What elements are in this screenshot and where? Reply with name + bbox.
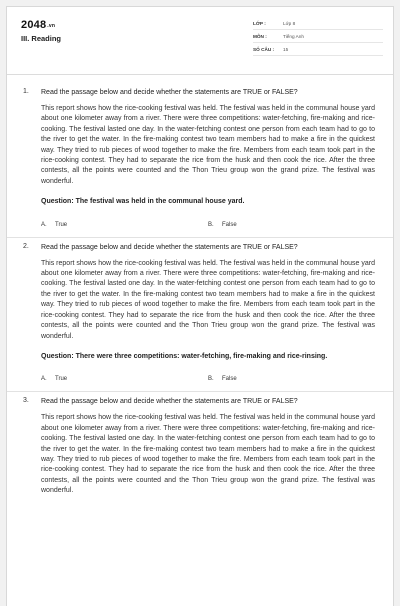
meta-label: SỐ CÂU : bbox=[253, 46, 275, 52]
option-text: False bbox=[222, 221, 237, 228]
question-statement: Question: The festival was held in the communal house yard. bbox=[41, 198, 245, 206]
answer-option-false[interactable] bbox=[208, 376, 375, 382]
question-prompt: Read the passage below and decide whether the statements are TRUE or FALSE? bbox=[41, 398, 298, 406]
reading-passage: This report shows how the rice-cooking festival was held. The festival was held in the communal house yard about one kilometer away from a river. There were three competitions: water-fetching, fire-making and rice-cooking. The festival lasted one day. In the water-fetching contest one person from each team had to go to the river to get the water. In the fire-making contest two team members had to make a fire in the quickest way. They tried to rub pieces of wood together to make the fire. Members from each team took part in the rice-cooking contest. They had to separate the rice from the husk and then cook the rice. After the three contests, all the points were counted and the Thon Trieu group won the grand prize. The festival was wonderful. bbox=[41, 414, 375, 495]
meta-value: 15 bbox=[283, 46, 289, 52]
section-title: III. Reading bbox=[21, 34, 62, 43]
worksheet-meta bbox=[253, 17, 383, 56]
meta-value: Lớp 8 bbox=[283, 20, 296, 26]
option-letter: A. bbox=[41, 376, 47, 383]
meta-row-class bbox=[253, 17, 383, 30]
site-logo[interactable] bbox=[21, 19, 55, 31]
meta-value: Tiếng Anh bbox=[283, 33, 304, 39]
question-number: 1. bbox=[23, 88, 29, 95]
question-item bbox=[7, 238, 393, 386]
logo-domain: .vn bbox=[47, 23, 56, 29]
option-text: True bbox=[55, 376, 68, 383]
meta-label: LỚP : bbox=[253, 20, 266, 26]
option-text: True bbox=[55, 221, 68, 228]
option-letter: B. bbox=[208, 221, 214, 228]
answer-option-false[interactable] bbox=[208, 222, 375, 228]
option-letter: B. bbox=[208, 376, 214, 383]
meta-label: MÔN : bbox=[253, 33, 267, 39]
meta-row-subject bbox=[253, 30, 383, 43]
question-number: 3. bbox=[23, 397, 29, 405]
question-item bbox=[7, 83, 393, 231]
option-letter: A. bbox=[41, 221, 47, 228]
reading-passage: This report shows how the rice-cooking festival was held. The festival was held in the communal house yard about one kilometer away from a river. There were three competitions: water-fetching, fire-making and rice-cooking. The festival lasted one day. In the water-fetching contest one person from each team had to go to the river to get the water. In the fire-making contest two team members had to make a fire in the quickest way. They tried to rub pieces of wood together to make the fire. Members from each team took part in the rice-cooking contest. They had to separate the rice from the husk and then cook the rice. After the three contests, all the points were counted and the Thon Trieu group won the grand prize. The festival was wonderful. bbox=[41, 259, 375, 340]
question-number: 2. bbox=[23, 242, 29, 250]
meta-row-count bbox=[253, 43, 383, 56]
question-list bbox=[7, 83, 393, 497]
reading-passage: This report shows how the rice-cooking festival was held. The festival was held in the communal house yard about one kilometer away from a river. There were three competitions: water-fetching, fire-making and rice-cooking. The festival lasted one day. In the water-fetching contest one person from each team had to go to the river to get the water. In the fire-making contest two team members had to make a fire in the quickest way. They tried to rub pieces of wood together to make the fire. Members from each team took part in the rice-cooking contest. They had to separate the rice from the husk and then cook the rice. After the three contests, all the points were counted and the Thon Trieu group won the grand prize. The festival was wonderful. bbox=[41, 105, 375, 185]
question-statement: Question: There were three competitions: water-fetching, fire-making and rice-rinsing. bbox=[41, 352, 328, 360]
answer-options bbox=[41, 373, 375, 385]
header-divider bbox=[7, 74, 393, 75]
question-prompt: Read the passage below and decide whether the statements are TRUE or FALSE? bbox=[41, 243, 298, 251]
worksheet-header bbox=[7, 7, 393, 69]
question-item bbox=[7, 392, 393, 496]
answer-option-true[interactable] bbox=[41, 222, 208, 228]
logo-text: 2048 bbox=[21, 19, 47, 31]
answer-option-true[interactable] bbox=[41, 376, 208, 382]
option-text: False bbox=[222, 376, 237, 383]
answer-options bbox=[41, 219, 375, 231]
worksheet-page bbox=[6, 6, 394, 606]
question-prompt: Read the passage below and decide whether the statements are TRUE or FALSE? bbox=[41, 89, 298, 96]
